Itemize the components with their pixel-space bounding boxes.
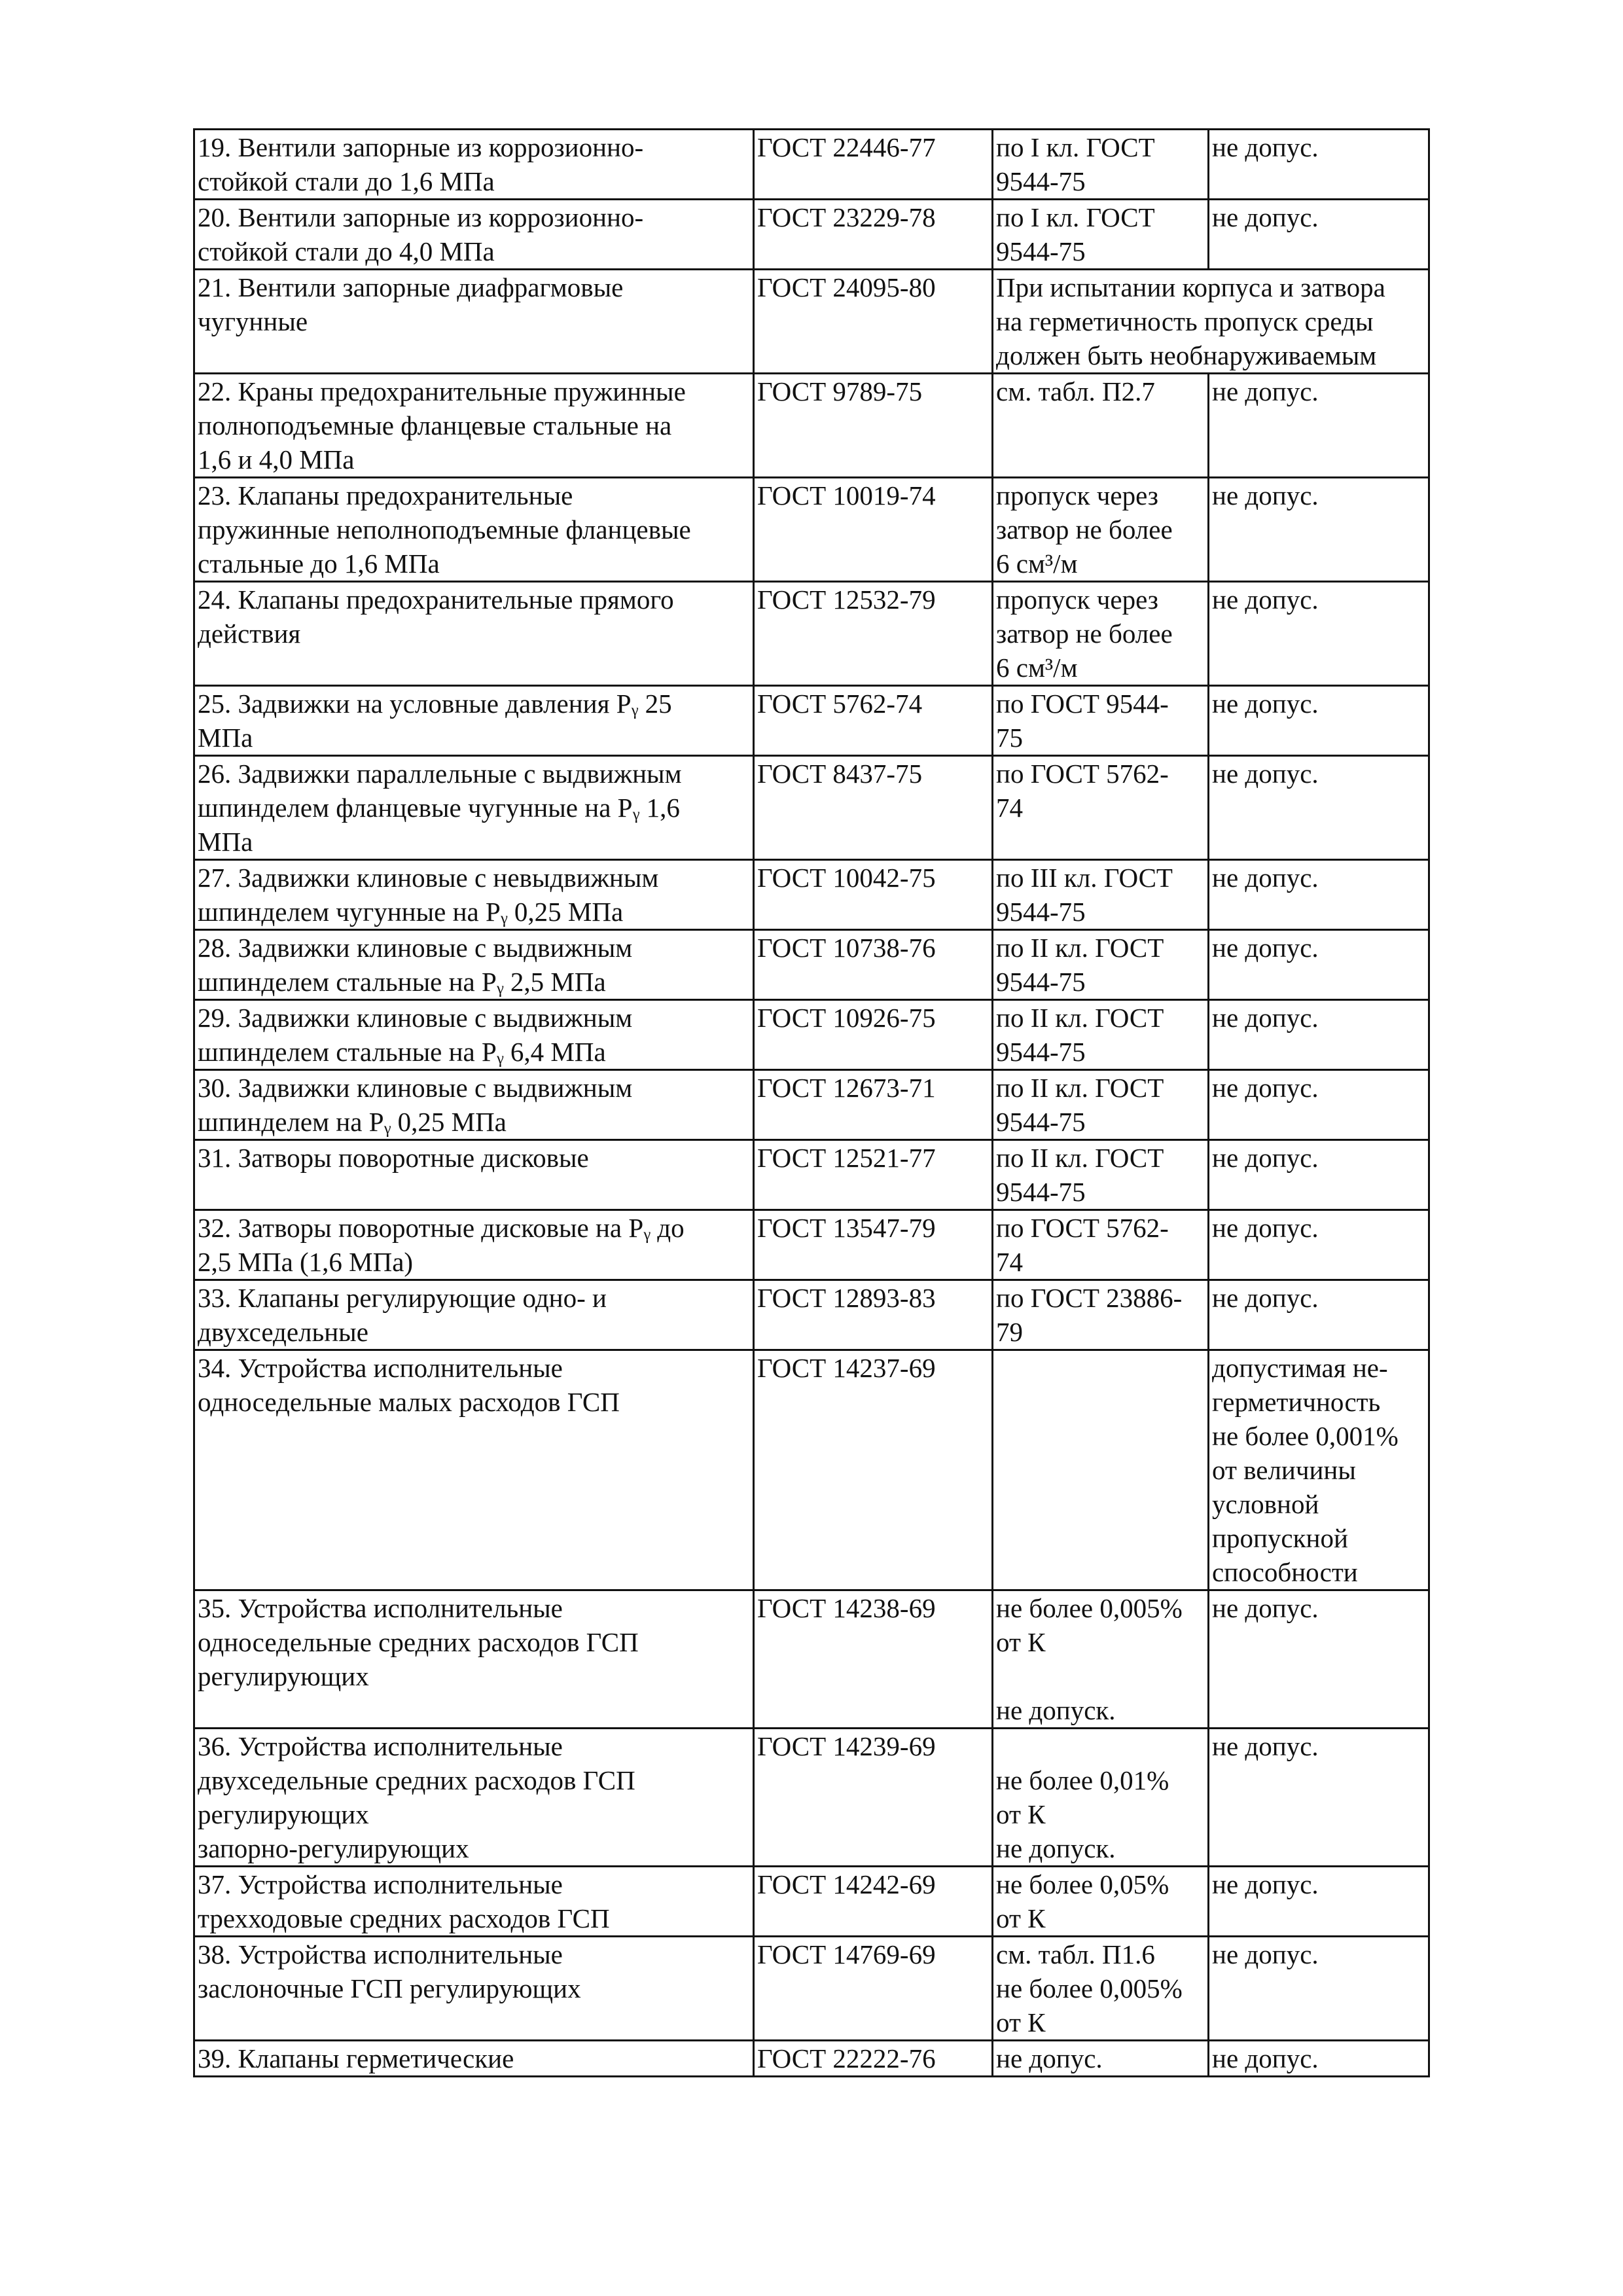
cell-line: 75 — [996, 723, 1023, 753]
cell-line: пружинные неполноподъемные фланцевые — [198, 514, 691, 545]
table-row — [194, 686, 1429, 756]
cell-line: 23. Клапаны предохранительные — [198, 480, 573, 511]
gost-standard-cell: ГОСТ 14237-69 — [754, 1350, 993, 1590]
table-row — [194, 1867, 1429, 1937]
cell-line: регулирующих — [198, 1799, 369, 1829]
table-row — [194, 1729, 1429, 1867]
leakage-allowance-cell — [1209, 1590, 1429, 1729]
item-name-cell — [194, 1590, 754, 1729]
cell-line: допустимая не- — [1212, 1353, 1388, 1383]
item-name-cell — [194, 200, 754, 270]
cell-line: от К — [996, 1903, 1046, 1933]
item-name-cell — [194, 860, 754, 930]
item-name-cell — [194, 930, 754, 1000]
leakage-allowance-cell — [1209, 1000, 1429, 1070]
gost-standard-cell: ГОСТ 22446-77 — [754, 130, 993, 200]
cell-line: см. табл. П2.7 — [996, 376, 1155, 406]
cell-line: 25. Задвижки на условные давления Pᵧ 25 — [198, 689, 672, 719]
cell-line: 38. Устройства исполнительные — [198, 1939, 563, 1969]
gost-standard-cell: ГОСТ 14239-69 — [754, 1729, 993, 1867]
cell-line: по II кл. ГОСТ — [996, 1073, 1164, 1103]
table-row — [194, 1140, 1429, 1210]
gost-standard-cell: ГОСТ 23229-78 — [754, 200, 993, 270]
cell-line: по III кл. ГОСТ — [996, 863, 1173, 893]
cell-line: не допус. — [1212, 863, 1319, 893]
table-row — [194, 582, 1429, 686]
cell-line: двухседельные — [198, 1317, 368, 1347]
item-name-cell — [194, 1210, 754, 1280]
item-name-cell — [194, 582, 754, 686]
gost-standard-cell: ГОСТ 10926-75 — [754, 1000, 993, 1070]
leakage-allowance-cell — [1209, 2041, 1429, 2077]
table-row — [194, 1000, 1429, 1070]
cell-line: 6 см³/м — [996, 548, 1078, 579]
table-row — [194, 270, 1429, 374]
cell-line: не более 0,05% — [996, 1869, 1169, 1899]
gost-standard-cell: ГОСТ 9789-75 — [754, 374, 993, 478]
cell-line: не допуск. — [996, 1833, 1116, 1863]
table-row — [194, 1590, 1429, 1729]
gost-standard-cell: ГОСТ 10042-75 — [754, 860, 993, 930]
item-name-cell — [194, 1350, 754, 1590]
cell-line: стойкой стали до 1,6 МПа — [198, 166, 495, 196]
cell-line: 1,6 и 4,0 МПа — [198, 444, 355, 475]
cell-line: не допус. — [1212, 376, 1319, 406]
gost-standard-cell: ГОСТ 8437-75 — [754, 756, 993, 860]
gost-standard-cell: ГОСТ 24095-80 — [754, 270, 993, 374]
cell-line: не более 0,01% — [996, 1765, 1169, 1795]
cell-line: 9544-75 — [996, 1107, 1086, 1137]
table-row — [194, 1280, 1429, 1350]
cell-line: по ГОСТ 5762- — [996, 759, 1169, 789]
merged-requirement-cell — [993, 270, 1429, 374]
cell-line: по ГОСТ 5762- — [996, 1213, 1169, 1243]
cell-line: стальные до 1,6 МПа — [198, 548, 440, 579]
cell-line: см. табл. П1.6 — [996, 1939, 1155, 1969]
table-row — [194, 930, 1429, 1000]
item-name-cell — [194, 1000, 754, 1070]
valves-tightness-table — [193, 128, 1430, 2077]
leakage-class-cell — [993, 1867, 1209, 1937]
cell-line: не более 0,005% — [996, 1973, 1183, 2003]
cell-line: по ГОСТ 9544- — [996, 689, 1169, 719]
cell-line: 34. Устройства исполнительные — [198, 1353, 563, 1383]
cell-line: условной — [1212, 1489, 1319, 1519]
cell-line: шпинделем чугунные на Pᵧ 0,25 МПа — [198, 897, 624, 927]
leakage-allowance-cell — [1209, 1937, 1429, 2041]
gost-standard-cell: ГОСТ 14238-69 — [754, 1590, 993, 1729]
table-row — [194, 2041, 1429, 2077]
cell-line: не допус. — [1212, 1003, 1319, 1033]
item-name-cell — [194, 1867, 754, 1937]
cell-line: 19. Вентили запорные из коррозионно- — [198, 132, 644, 162]
leakage-class-cell — [993, 1350, 1209, 1590]
leakage-allowance-cell — [1209, 1210, 1429, 1280]
cell-line: 20. Вентили запорные из коррозионно- — [198, 202, 644, 232]
gost-standard-cell: ГОСТ 13547-79 — [754, 1210, 993, 1280]
cell-line: 9544-75 — [996, 166, 1086, 196]
gost-standard-cell: ГОСТ 10738-76 — [754, 930, 993, 1000]
cell-line: от величины — [1212, 1455, 1356, 1485]
gost-standard-cell: ГОСТ 12521-77 — [754, 1140, 993, 1210]
leakage-allowance-cell — [1209, 756, 1429, 860]
cell-line: МПа — [198, 827, 253, 857]
cell-line: затвор не более — [996, 514, 1173, 545]
cell-line: 30. Задвижки клиновые с выдвижным — [198, 1073, 633, 1103]
cell-line: 35. Устройства исполнительные — [198, 1593, 563, 1623]
leakage-allowance-cell — [1209, 1280, 1429, 1350]
cell-line: по II кл. ГОСТ — [996, 1003, 1164, 1033]
gost-standard-cell: ГОСТ 10019-74 — [754, 478, 993, 582]
cell-line: 74 — [996, 1247, 1023, 1277]
leakage-class-cell — [993, 130, 1209, 200]
cell-line: по I кл. ГОСТ — [996, 202, 1155, 232]
cell-line: герметичность — [1212, 1387, 1381, 1417]
cell-line: пропускной — [1212, 1523, 1348, 1553]
cell-line: 6 см³/м — [996, 653, 1078, 683]
leakage-allowance-cell — [1209, 1867, 1429, 1937]
cell-line: не допус. — [1212, 1731, 1319, 1761]
cell-line: 22. Краны предохранительные пружинные — [198, 376, 686, 406]
cell-line — [996, 1729, 1205, 1763]
leakage-class-cell — [993, 686, 1209, 756]
leakage-class-cell — [993, 1140, 1209, 1210]
cell-line: 9544-75 — [996, 897, 1086, 927]
cell-line: 31. Затворы поворотные дисковые — [198, 1143, 589, 1173]
leakage-class-cell — [993, 930, 1209, 1000]
cell-line: не допус. — [1212, 1283, 1319, 1313]
leakage-allowance-cell — [1209, 860, 1429, 930]
leakage-allowance-cell — [1209, 200, 1429, 270]
cell-line: односедельные малых расходов ГСП — [198, 1387, 620, 1417]
item-name-cell — [194, 1280, 754, 1350]
cell-line: чугунные — [198, 306, 308, 336]
leakage-allowance-cell — [1209, 930, 1429, 1000]
cell-line: не допус. — [1212, 933, 1319, 963]
table-row — [194, 200, 1429, 270]
leakage-class-cell — [993, 200, 1209, 270]
table-row — [194, 1070, 1429, 1140]
table-row — [194, 1350, 1429, 1590]
cell-line: не допус. — [1212, 1939, 1319, 1969]
item-name-cell — [194, 1070, 754, 1140]
leakage-class-cell — [993, 1729, 1209, 1867]
cell-line: 27. Задвижки клиновые с невыдвижным — [198, 863, 659, 893]
cell-line: трехходовые средних расходов ГСП — [198, 1903, 610, 1933]
leakage-class-cell — [993, 582, 1209, 686]
cell-line: не допуск. — [996, 1695, 1116, 1725]
cell-line: не допус. — [1212, 2043, 1319, 2073]
cell-line: по I кл. ГОСТ — [996, 132, 1155, 162]
table-row — [194, 860, 1429, 930]
gost-standard-cell: ГОСТ 22222-76 — [754, 2041, 993, 2077]
cell-line: не допус. — [1212, 759, 1319, 789]
cell-line: запорно-регулирующих — [198, 1833, 469, 1863]
leakage-class-cell — [993, 374, 1209, 478]
cell-line: стойкой стали до 4,0 МПа — [198, 236, 495, 266]
cell-line: 9544-75 — [996, 1177, 1086, 1207]
leakage-class-cell — [993, 1280, 1209, 1350]
cell-line: 21. Вентили запорные диафрагмовые — [198, 272, 624, 302]
cell-line: не допус. — [1212, 1073, 1319, 1103]
cell-line: по II кл. ГОСТ — [996, 933, 1164, 963]
cell-line: от К — [996, 1799, 1046, 1829]
cell-line: 28. Задвижки клиновые с выдвижным — [198, 933, 633, 963]
cell-line: не допус. — [1212, 480, 1319, 511]
item-name-cell — [194, 374, 754, 478]
cell-line: не допус. — [996, 2043, 1103, 2073]
leakage-allowance-cell — [1209, 582, 1429, 686]
cell-line: по II кл. ГОСТ — [996, 1143, 1164, 1173]
table-row — [194, 478, 1429, 582]
cell-line: шпинделем на Pᵧ 0,25 МПа — [198, 1107, 507, 1137]
cell-line: 9544-75 — [996, 1037, 1086, 1067]
item-name-cell — [194, 270, 754, 374]
item-name-cell — [194, 756, 754, 860]
leakage-class-cell — [993, 1937, 1209, 2041]
cell-line: от К — [996, 1627, 1046, 1657]
cell-line: 9544-75 — [996, 967, 1086, 997]
cell-line: действия — [198, 619, 301, 649]
leakage-allowance-cell — [1209, 1140, 1429, 1210]
item-name-cell — [194, 130, 754, 200]
item-name-cell — [194, 478, 754, 582]
table-row — [194, 1937, 1429, 2041]
cell-line: по ГОСТ 23886- — [996, 1283, 1183, 1313]
cell-line: 33. Клапаны регулирующие одно- и — [198, 1283, 607, 1313]
cell-line: 29. Задвижки клиновые с выдвижным — [198, 1003, 633, 1033]
leakage-class-cell — [993, 756, 1209, 860]
cell-line: 26. Задвижки параллельные с выдвижным — [198, 759, 682, 789]
leakage-class-cell — [993, 1210, 1209, 1280]
table-body — [194, 130, 1429, 2077]
cell-line: 36. Устройства исполнительные — [198, 1731, 563, 1761]
cell-line: пропуск через — [996, 584, 1158, 615]
cell-line: 39. Клапаны герметические — [198, 2043, 514, 2073]
cell-line: 9544-75 — [996, 236, 1086, 266]
leakage-class-cell — [993, 1590, 1209, 1729]
leakage-allowance-cell — [1209, 1070, 1429, 1140]
cell-line: полноподъемные фланцевые стальные на — [198, 410, 672, 440]
leakage-allowance-cell — [1209, 130, 1429, 200]
leakage-allowance-cell — [1209, 374, 1429, 478]
table-row — [194, 374, 1429, 478]
cell-line: не допус. — [1212, 1143, 1319, 1173]
item-name-cell — [194, 2041, 754, 2077]
leakage-allowance-cell — [1209, 686, 1429, 756]
gost-standard-cell: ГОСТ 14769-69 — [754, 1937, 993, 2041]
cell-line: шпинделем стальные на Pᵧ 2,5 МПа — [198, 967, 606, 997]
gost-standard-cell: ГОСТ 12673-71 — [754, 1070, 993, 1140]
gost-standard-cell: ГОСТ 5762-74 — [754, 686, 993, 756]
cell-line: односедельные средних расходов ГСП — [198, 1627, 639, 1657]
cell-line: 24. Клапаны предохранительные прямого — [198, 584, 674, 615]
cell-line: двухседельные средних расходов ГСП — [198, 1765, 635, 1795]
cell-line: 32. Затворы поворотные дисковые на Pᵧ до — [198, 1213, 685, 1243]
table-row — [194, 756, 1429, 860]
item-name-cell — [194, 1937, 754, 2041]
cell-line — [996, 1659, 1205, 1693]
cell-line: способности — [1212, 1557, 1358, 1587]
cell-line: 74 — [996, 793, 1023, 823]
cell-line: 2,5 МПа (1,6 МПа) — [198, 1247, 414, 1277]
cell-line: пропуск через — [996, 480, 1158, 511]
cell-line: не допус. — [1212, 1213, 1319, 1243]
cell-line: 37. Устройства исполнительные — [198, 1869, 563, 1899]
leakage-allowance-cell — [1209, 1729, 1429, 1867]
gost-standard-cell: ГОСТ 14242-69 — [754, 1867, 993, 1937]
cell-line: от К — [996, 2007, 1046, 2037]
cell-line: не допус. — [1212, 202, 1319, 232]
cell-line: должен быть необнаруживаемым — [996, 340, 1377, 370]
cell-line: заслоночные ГСП регулирующих — [198, 1973, 581, 2003]
cell-line: регулирующих — [198, 1661, 369, 1691]
leakage-class-cell — [993, 860, 1209, 930]
item-name-cell — [194, 1140, 754, 1210]
cell-line: не более 0,005% — [996, 1593, 1183, 1623]
leakage-allowance-cell — [1209, 1350, 1429, 1590]
gost-standard-cell: ГОСТ 12532-79 — [754, 582, 993, 686]
cell-line: МПа — [198, 723, 253, 753]
cell-line: не допус. — [1212, 689, 1319, 719]
item-name-cell — [194, 686, 754, 756]
cell-line: не более 0,001% — [1212, 1421, 1399, 1451]
cell-line: не допус. — [1212, 584, 1319, 615]
leakage-class-cell — [993, 1070, 1209, 1140]
cell-line: не допус. — [1212, 1593, 1319, 1623]
cell-line: 79 — [996, 1317, 1023, 1347]
cell-line: на герметичность пропуск среды — [996, 306, 1374, 336]
leakage-allowance-cell — [1209, 478, 1429, 582]
leakage-class-cell — [993, 1000, 1209, 1070]
cell-line: шпинделем фланцевые чугунные на Pᵧ 1,6 — [198, 793, 680, 823]
cell-line: шпинделем стальные на Pᵧ 6,4 МПа — [198, 1037, 606, 1067]
leakage-class-cell — [993, 478, 1209, 582]
cell-line: не допус. — [1212, 132, 1319, 162]
cell-line: затвор не более — [996, 619, 1173, 649]
cell-line: При испытании корпуса и затвора — [996, 272, 1385, 302]
table-row — [194, 130, 1429, 200]
item-name-cell — [194, 1729, 754, 1867]
leakage-class-cell — [993, 2041, 1209, 2077]
table-row — [194, 1210, 1429, 1280]
cell-line: не допус. — [1212, 1869, 1319, 1899]
gost-standard-cell: ГОСТ 12893-83 — [754, 1280, 993, 1350]
